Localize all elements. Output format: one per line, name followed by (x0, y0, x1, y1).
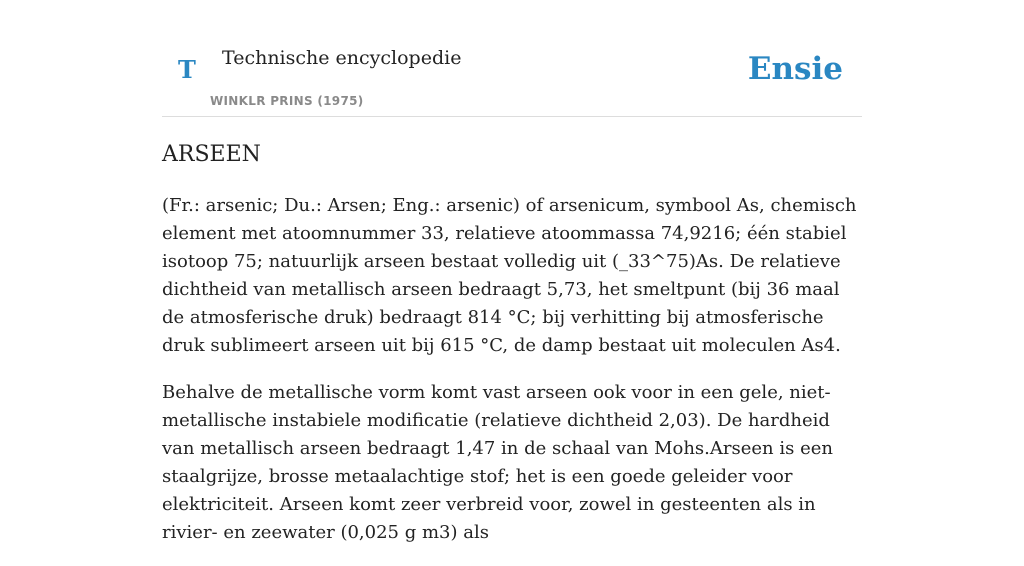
article-body (162, 192, 864, 566)
article-headword: ARSEEN (162, 142, 261, 167)
brand-logo[interactable]: Ensie (747, 51, 843, 87)
article-paragraph: (Fr.: arsenic; Du.: Arsen; Eng.: arsenic) of arsenicum, symbool As, chemisch element met atoomnummer 33, relatieve atoommassa 74,9216; één stabiel isotoop 75; natuurlijk arseen bestaat volledig uit (_33^75)As. De relatieve dichtheid van metallisch arseen bedraagt 5,73, het smeltpunt (bij 36 maal de atmosferische druk) bedraagt 814 °C; bij verhitting bij atmosferische druk sublimeert arseen uit bij 615 °C, de damp bestaat uit moleculen As4. (162, 195, 857, 356)
source-badge-icon[interactable]: T (178, 55, 196, 84)
book-title-link[interactable]: Technische encyclopedie (222, 47, 462, 69)
article-paragraph: Behalve de metallische vorm komt vast arseen ook voor in een gele, niet-metallische instabiele modificatie (relatieve dichtheid 2,03). De hardheid van metallisch arseen bedraagt 1,47 in de schaal van Mohs.Arseen is een staalgrijze, brosse metaalachtige stof; het is een goede geleider voor elektriciteit. Arseen komt zeer verbreid voor, zowel in gesteenten als in rivier- en zeewater (0,025 g m3) als (162, 382, 833, 543)
article-page (162, 0, 862, 543)
source-label: WINKLR PRINS (1975) (210, 94, 364, 108)
page-header (162, 0, 862, 117)
